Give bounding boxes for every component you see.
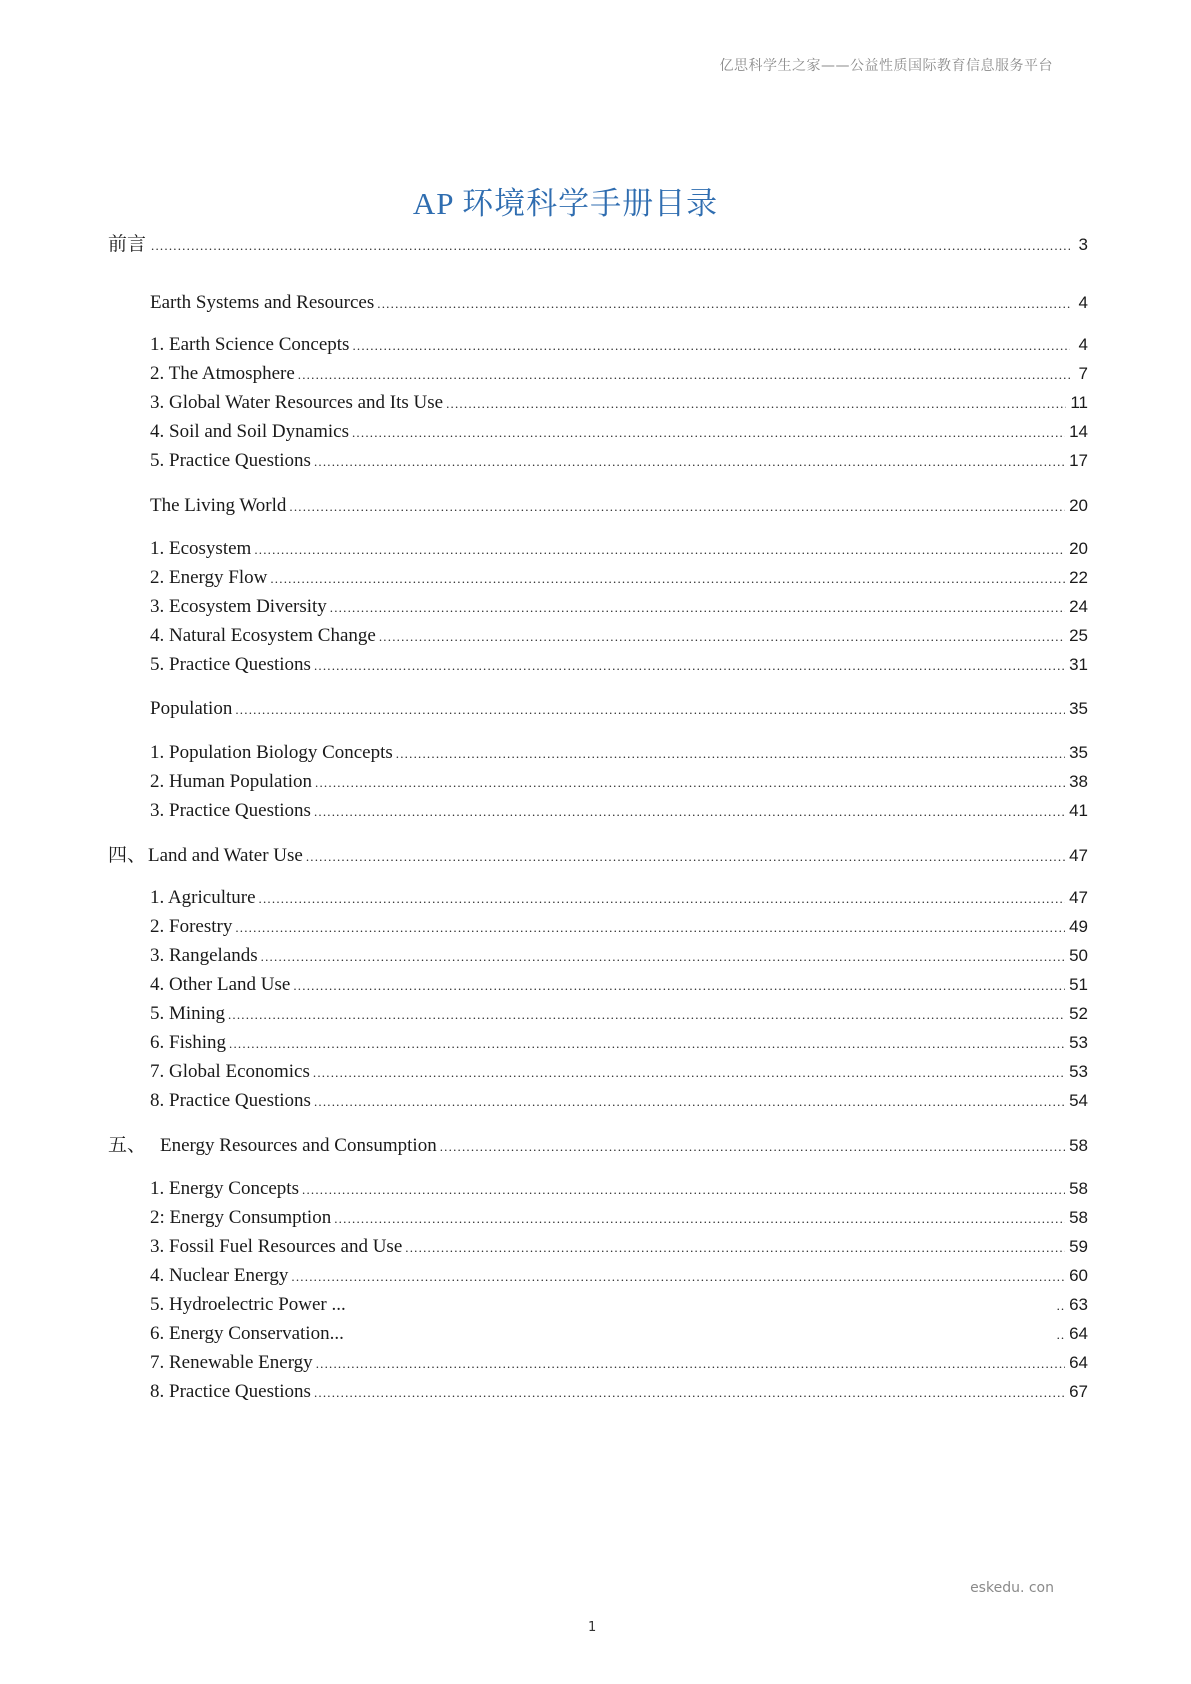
- toc-entry[interactable]: [150, 420, 1088, 445]
- toc-entry-page: [1069, 449, 1088, 473]
- dot-leader: [396, 742, 1065, 766]
- toc-entry[interactable]: [150, 1206, 1088, 1231]
- page-number-value: 17: [1069, 451, 1088, 470]
- dot-leader: [314, 1381, 1065, 1405]
- dot-leader: [289, 495, 1065, 519]
- toc-entry-page: [1069, 420, 1088, 444]
- toc-entry-label: 2. Human Population: [150, 771, 313, 792]
- toc-entry-label: 6. Fishing: [150, 1032, 227, 1053]
- toc-entry-page: [1069, 1134, 1088, 1158]
- page-number-value: 49: [1069, 917, 1088, 936]
- toc-entry-prefix: 四、: [108, 844, 147, 866]
- toc-entry-page: [1057, 1293, 1088, 1318]
- page-number-value: 4: [1078, 293, 1088, 312]
- toc-entry-label: 4. Natural Ecosystem Change: [150, 625, 376, 646]
- dot-leader: [229, 1032, 1065, 1056]
- page-number-value: 47: [1069, 846, 1088, 865]
- page-number-value: 4: [1078, 335, 1088, 354]
- page-number-value: 53: [1069, 1033, 1088, 1052]
- toc-entry[interactable]: [108, 843, 1088, 869]
- toc-entry-label: 8. Practice Questions: [150, 1381, 311, 1402]
- dot-leader: [261, 945, 1065, 969]
- dot-leader: [315, 771, 1065, 795]
- page-number-value: 47: [1069, 888, 1088, 907]
- dot-leader: [313, 1061, 1065, 1085]
- page-number-value: 41: [1069, 801, 1088, 820]
- toc-entry-label: 8. Practice Questions: [150, 1090, 311, 1111]
- toc-entry-prefix: 五、: [108, 1134, 147, 1156]
- toc-entry[interactable]: [150, 944, 1088, 969]
- toc-entry[interactable]: [150, 449, 1088, 474]
- dot-leader: [377, 292, 1070, 316]
- toc-entry-label: 2. The Atmosphere: [150, 363, 295, 384]
- toc-entry[interactable]: [150, 741, 1088, 766]
- toc-entry[interactable]: [150, 1089, 1088, 1114]
- page-number-value: 58: [1069, 1136, 1088, 1155]
- toc-entry-page: [1074, 233, 1088, 257]
- page-number-value: 24: [1069, 597, 1088, 616]
- toc-entry-page: [1069, 770, 1088, 794]
- header-site-text: 亿思科学生之家——公益性质国际教育信息服务平台: [719, 58, 1053, 74]
- dot-leader: [316, 1352, 1065, 1376]
- page-number-value: 11: [1070, 393, 1088, 412]
- dot-leader: [314, 450, 1065, 474]
- page-number-value: 20: [1069, 496, 1088, 515]
- toc-entry[interactable]: [150, 362, 1088, 387]
- toc-entry[interactable]: [150, 595, 1088, 620]
- toc-entry-page: [1069, 1177, 1088, 1201]
- dot-leader-fragment: ..: [1056, 1327, 1066, 1342]
- toc-entry-label: The Living World: [150, 495, 287, 516]
- toc-entry[interactable]: [150, 494, 1088, 519]
- dot-leader: [293, 974, 1065, 998]
- toc-entry[interactable]: [150, 1293, 1088, 1318]
- dot-leader: [298, 363, 1070, 387]
- toc-entry-page: [1069, 566, 1088, 590]
- toc-entry-page: [1069, 653, 1088, 677]
- toc-entry-page: [1074, 333, 1088, 357]
- toc-entry-label: 4. Soil and Soil Dynamics: [150, 421, 349, 442]
- dot-leader: [291, 1265, 1065, 1289]
- page-number-value: 3: [1078, 235, 1088, 254]
- toc-entry[interactable]: [150, 799, 1088, 824]
- page-number-value: 22: [1069, 568, 1088, 587]
- toc-entry-label: 4. Other Land Use: [150, 974, 291, 995]
- dot-leader: [302, 1178, 1065, 1202]
- toc-entry[interactable]: [150, 391, 1088, 416]
- toc-entry-label: 2. Energy Flow: [150, 567, 268, 588]
- toc-entry-label: 4. Nuclear Energy: [150, 1265, 289, 1286]
- toc-entry-prefix: 前言: [108, 233, 147, 255]
- toc-entry-page: [1069, 1002, 1088, 1026]
- toc-entry-page: [1070, 391, 1088, 415]
- toc-entry[interactable]: [150, 653, 1088, 678]
- toc-entry-label: 1. Energy Concepts: [150, 1178, 299, 1199]
- toc-entry[interactable]: [108, 1133, 1088, 1159]
- dot-leader: [314, 800, 1065, 824]
- page-number-value: 60: [1069, 1266, 1088, 1285]
- dot-leader: [334, 1207, 1065, 1231]
- toc-entry[interactable]: [150, 537, 1088, 562]
- toc-entry-page: [1069, 1264, 1088, 1288]
- page-number-value: 59: [1069, 1237, 1088, 1256]
- toc-entry[interactable]: [150, 1060, 1088, 1085]
- page-number-value: 58: [1069, 1179, 1088, 1198]
- toc-entry[interactable]: [150, 1322, 1088, 1347]
- toc-entry-label: 3. Rangelands: [150, 945, 258, 966]
- toc-entry-label: 3. Practice Questions: [150, 800, 311, 821]
- toc-entry[interactable]: [150, 1264, 1088, 1289]
- dot-leader: [446, 392, 1066, 416]
- toc-entry-page: [1069, 973, 1088, 997]
- dot-leader: [440, 1135, 1065, 1159]
- toc-entry-label: Land and Water Use: [148, 845, 303, 866]
- dot-leader: [259, 887, 1066, 911]
- toc-entry-label: Energy Resources and Consumption: [160, 1135, 437, 1156]
- toc-entry[interactable]: [150, 1002, 1088, 1027]
- toc-entry[interactable]: [150, 566, 1088, 591]
- dot-leader: [314, 654, 1065, 678]
- toc-entry-label: 3. Ecosystem Diversity: [150, 596, 327, 617]
- toc-entry-page: [1074, 291, 1088, 315]
- toc-entry-page: [1069, 595, 1088, 619]
- dot-leader: [228, 1003, 1065, 1027]
- toc-entry[interactable]: [150, 1235, 1088, 1260]
- toc-entry-label: 1. Population Biology Concepts: [150, 742, 393, 763]
- toc-entry-page: [1069, 844, 1088, 868]
- page-number-value: 7: [1078, 364, 1088, 383]
- toc-entry-page: [1069, 1060, 1088, 1084]
- toc-entry[interactable]: [150, 291, 1088, 316]
- toc-entry-label: 1. Earth Science Concepts: [150, 334, 350, 355]
- document-title: AP 环境科学手册目录: [412, 186, 719, 221]
- toc-entry-label: 2. Forestry: [150, 916, 233, 937]
- toc-entry-label: 5. Mining: [150, 1003, 225, 1024]
- dot-leader-fragment: ..: [1056, 1298, 1066, 1313]
- toc-entry-label: 5. Practice Questions: [150, 654, 311, 675]
- dot-leader: [151, 234, 1070, 258]
- toc-entry-label: 3. Fossil Fuel Resources and Use: [150, 1236, 403, 1257]
- toc-entry-page: [1069, 537, 1088, 561]
- page-number-value: 54: [1069, 1091, 1088, 1110]
- toc-entry[interactable]: [108, 232, 1088, 258]
- page-number-value: 50: [1069, 946, 1088, 965]
- toc-entry[interactable]: [150, 697, 1088, 722]
- toc-entry[interactable]: [150, 624, 1088, 649]
- toc-entry-label: 6. Energy Conservation...: [150, 1323, 344, 1344]
- toc-entry[interactable]: [150, 973, 1088, 998]
- toc-entry-page: [1069, 915, 1088, 939]
- dot-leader: [270, 567, 1065, 591]
- page-number-value: 64: [1069, 1324, 1088, 1343]
- dot-leader: [254, 538, 1065, 562]
- toc-entry-page: [1069, 1031, 1088, 1055]
- page-number-value: 20: [1069, 539, 1088, 558]
- dot-leader: [235, 698, 1065, 722]
- toc-entry-page: [1074, 362, 1088, 386]
- page-number-value: 63: [1069, 1295, 1088, 1314]
- toc-entry[interactable]: [150, 1351, 1088, 1376]
- toc-entry[interactable]: [150, 1031, 1088, 1056]
- toc-entry-page: [1069, 624, 1088, 648]
- toc-entry[interactable]: [150, 1177, 1088, 1202]
- dot-leader: [352, 334, 1070, 358]
- page-number-value: 35: [1069, 699, 1088, 718]
- toc-entry[interactable]: [150, 1380, 1088, 1405]
- toc-entry-label: Population: [150, 698, 233, 719]
- toc-entry[interactable]: [150, 915, 1088, 940]
- toc-entry-page: [1069, 1351, 1088, 1375]
- toc-entry-page: [1069, 1380, 1088, 1404]
- toc-entry[interactable]: [150, 333, 1088, 358]
- page-number-value: 67: [1069, 1382, 1088, 1401]
- dot-leader: [306, 845, 1065, 869]
- toc-entry-label: 1. Agriculture: [150, 887, 256, 908]
- toc-entry-label: 3. Global Water Resources and Its Use: [150, 392, 444, 413]
- dot-leader: [235, 916, 1065, 940]
- page-number-value: 64: [1069, 1353, 1088, 1372]
- toc-entry-page: [1069, 1089, 1088, 1113]
- dot-leader: [379, 625, 1065, 649]
- page-number-value: 38: [1069, 772, 1088, 791]
- toc-entry-page: [1069, 799, 1088, 823]
- page-number-value: 14: [1069, 422, 1088, 441]
- toc-entry-page: [1069, 1206, 1088, 1230]
- page-number-value: 52: [1069, 1004, 1088, 1023]
- toc-entry-page: [1069, 944, 1088, 968]
- page-number-value: 31: [1069, 655, 1088, 674]
- page-number-value: 53: [1069, 1062, 1088, 1081]
- footer-site: eskedu. con: [970, 1580, 1054, 1596]
- toc-entry-page: [1069, 886, 1088, 910]
- toc-entry-page: [1057, 1322, 1088, 1347]
- toc-entry-page: [1069, 741, 1088, 765]
- toc-entry[interactable]: [150, 886, 1088, 911]
- toc-entry-label: 5. Practice Questions: [150, 450, 311, 471]
- toc-entry-label: 7. Renewable Energy: [150, 1352, 313, 1373]
- toc-entry-label: 7. Global Economics: [150, 1061, 310, 1082]
- page-number-value: 58: [1069, 1208, 1088, 1227]
- dot-leader: [405, 1236, 1065, 1260]
- page-number-value: 35: [1069, 743, 1088, 762]
- toc-entry-label: 2: Energy Consumption: [150, 1207, 332, 1228]
- toc-entry-page: [1069, 1235, 1088, 1259]
- dot-leader: [352, 421, 1065, 445]
- toc-entry-page: [1069, 697, 1088, 721]
- toc-entry-label: 5. Hydroelectric Power ...: [150, 1294, 346, 1315]
- toc-entry-page: [1069, 494, 1088, 518]
- dot-leader: [314, 1090, 1065, 1114]
- page-number-value: 51: [1069, 975, 1088, 994]
- toc-entry-label: 1. Ecosystem: [150, 538, 252, 559]
- dot-leader: [330, 596, 1065, 620]
- page-number: 1: [588, 1620, 597, 1635]
- toc-entry-label: Earth Systems and Resources: [150, 292, 375, 313]
- page-number-value: 25: [1069, 626, 1088, 645]
- toc-entry[interactable]: [150, 770, 1088, 795]
